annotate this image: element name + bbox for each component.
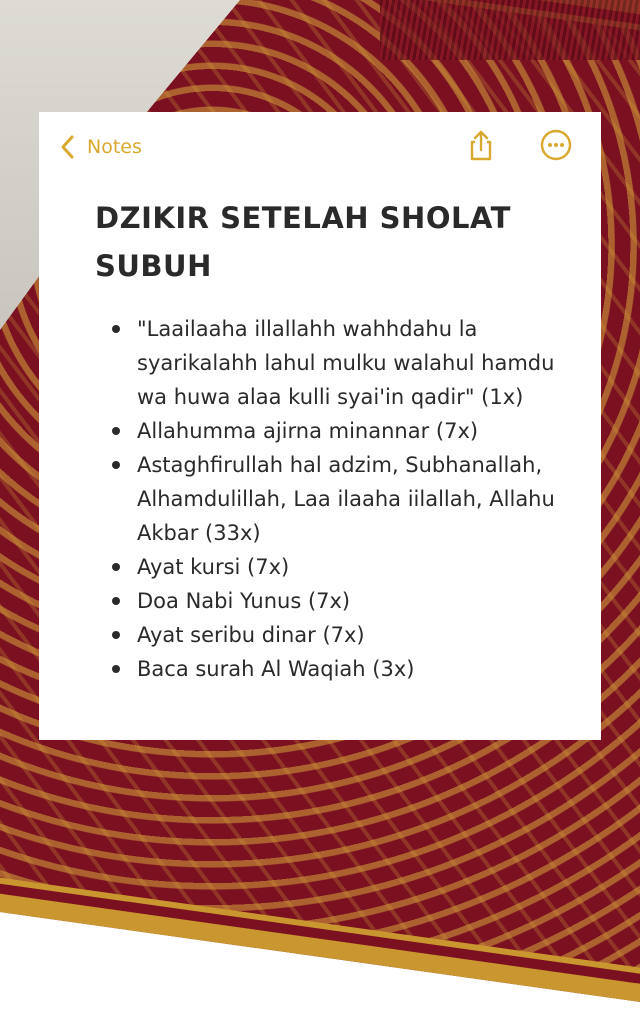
list-item: "Laailaaha illallahh wahhdahu la syarikalahh lahul mulku walahul hamdu wa huwa alaa kulli syai'in qadir" (1x)	[105, 312, 575, 414]
note-title: DZIKIR SETELAH SHOLAT SUBUH	[95, 201, 511, 283]
list-item: Allahumma ajirna minannar (7x)	[105, 414, 575, 448]
list-item: Astaghfirullah hal adzim, Subhanallah, Alhamdulillah, Laa ilaaha iilallah, Allahu Akbar (33x)	[105, 448, 575, 550]
back-button[interactable]	[57, 132, 142, 162]
back-label: Notes	[87, 136, 142, 158]
chevron-left-icon	[57, 133, 79, 161]
rug-fringe	[380, 0, 640, 60]
list-item: Doa Nabi Yunus (7x)	[105, 584, 575, 618]
list-item: Baca surah Al Waqiah (3x)	[105, 652, 575, 686]
share-icon[interactable]	[464, 128, 498, 162]
list-item: Ayat seribu dinar (7x)	[105, 618, 575, 652]
list-item: Ayat kursi (7x)	[105, 550, 575, 584]
more-icon[interactable]	[539, 128, 573, 162]
note-card	[39, 112, 601, 740]
note-list	[105, 312, 575, 686]
